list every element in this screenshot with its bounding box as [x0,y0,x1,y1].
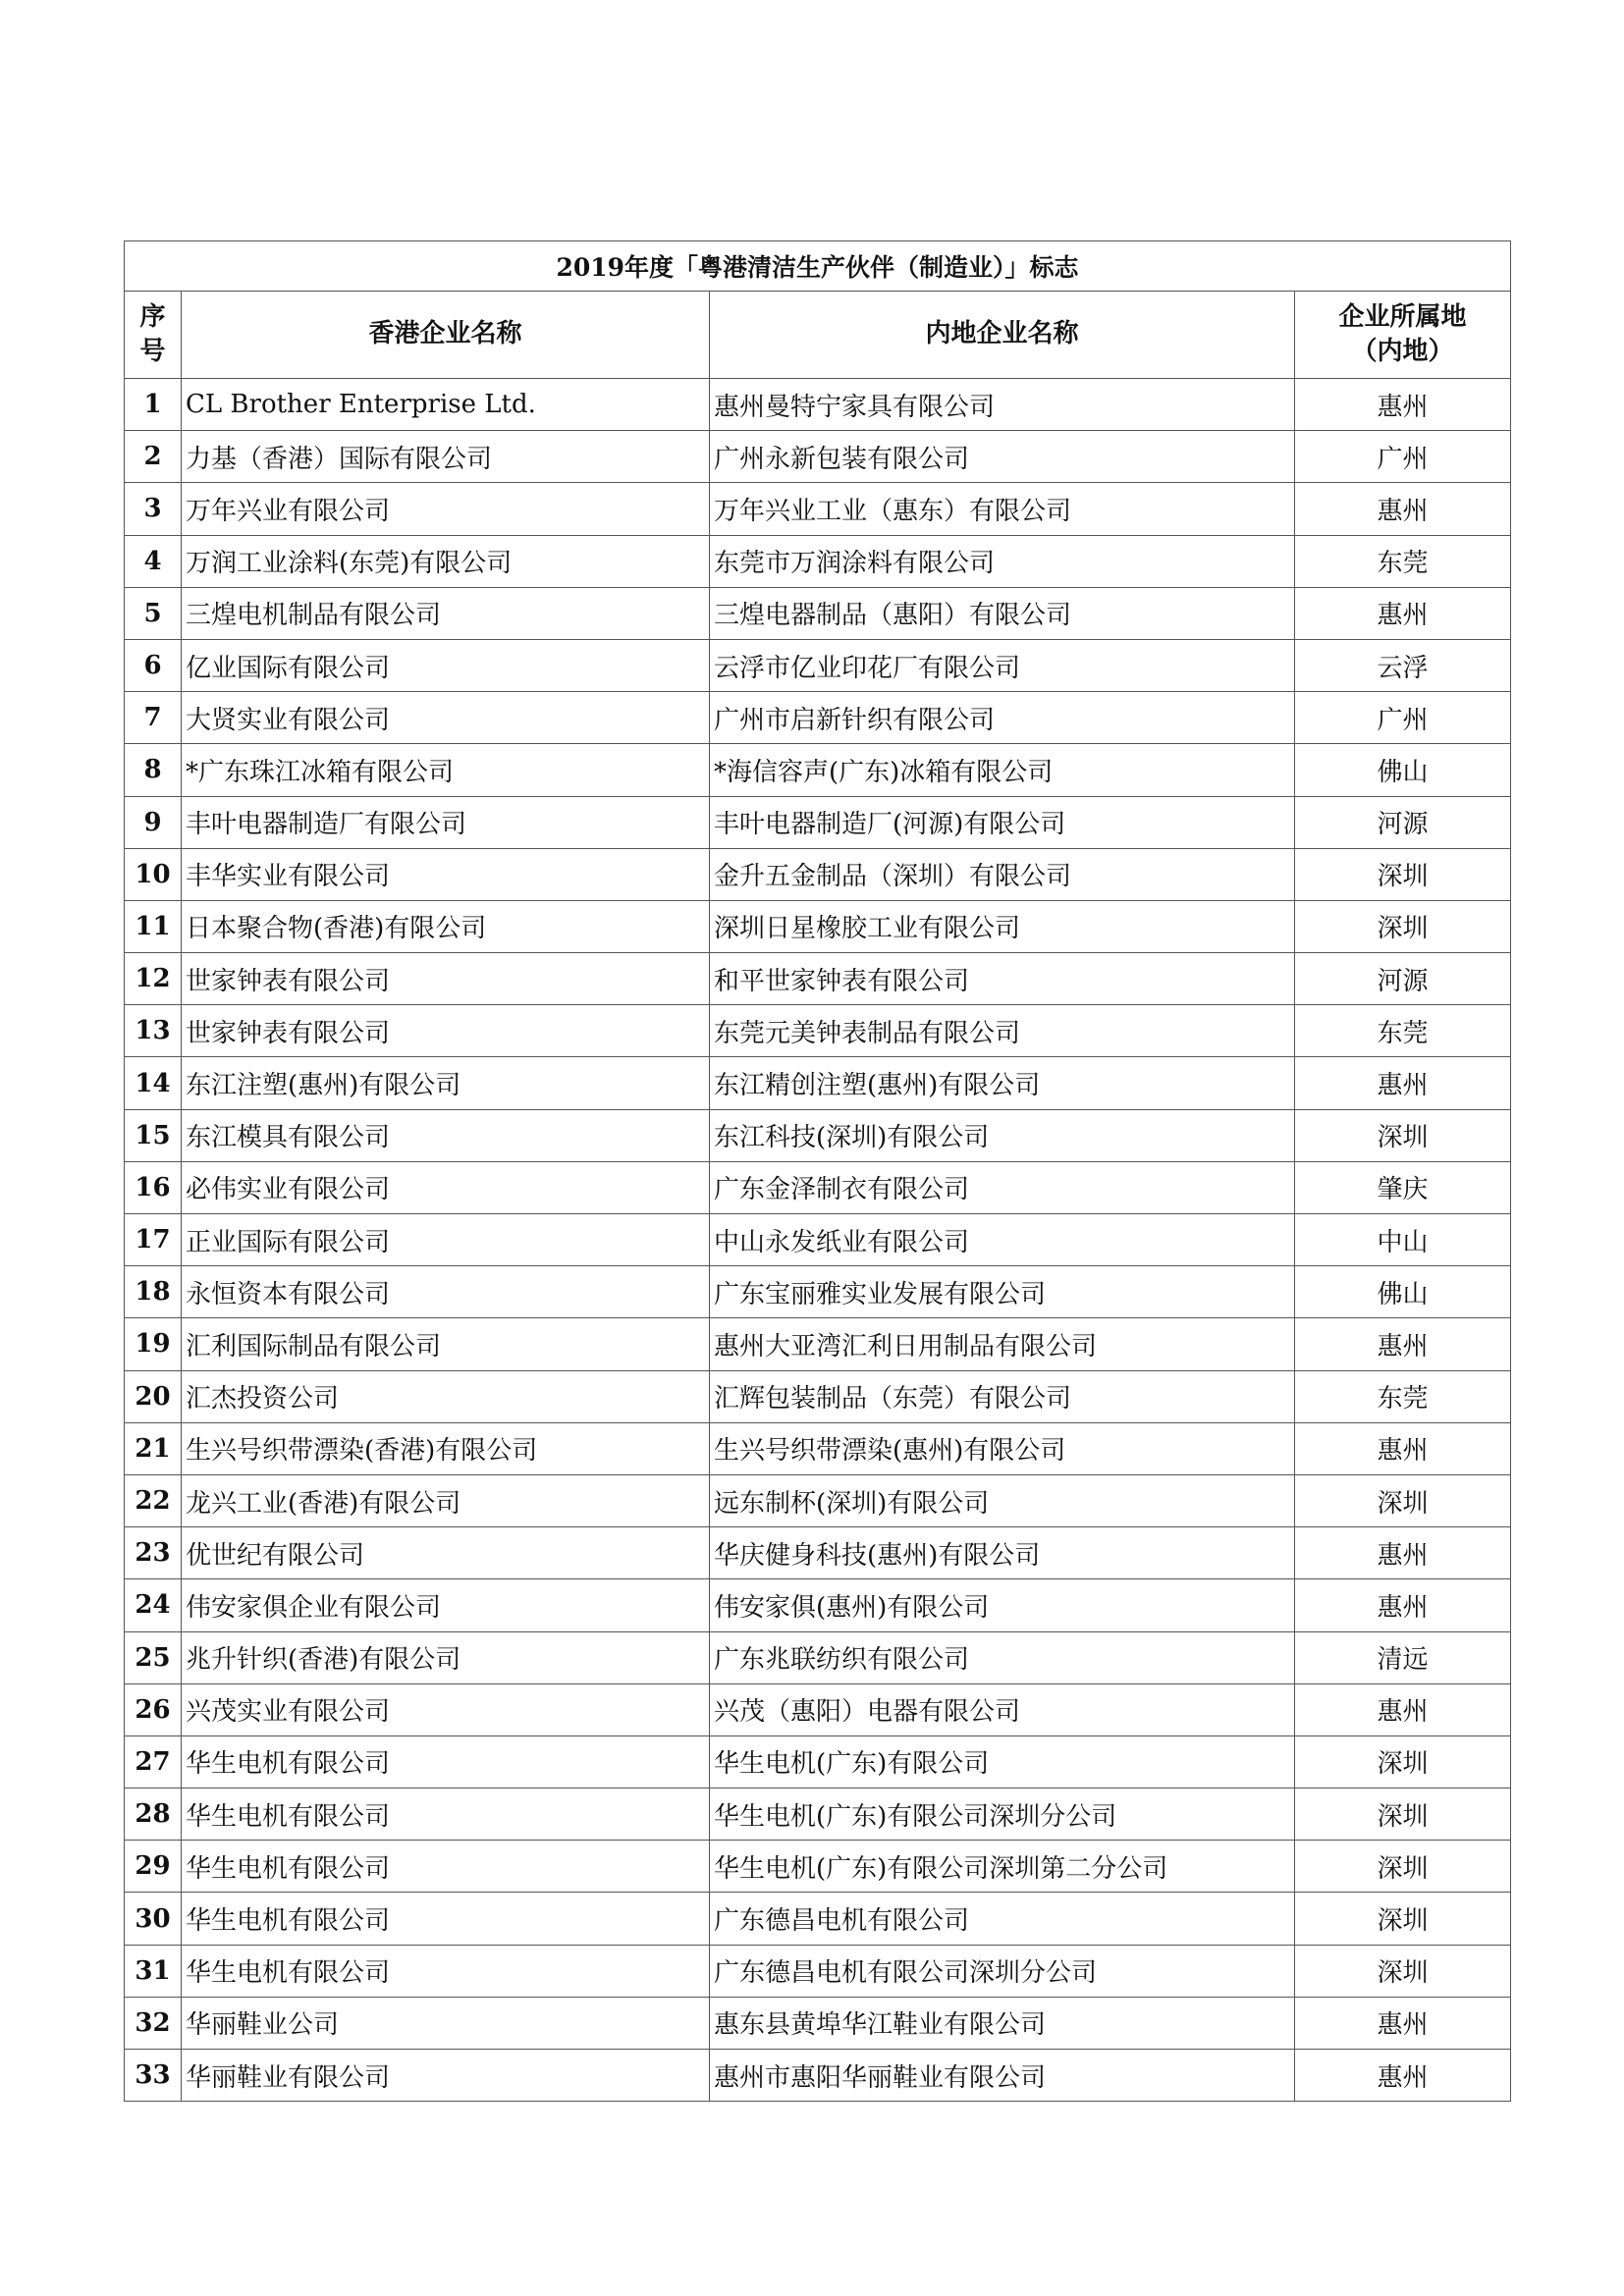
location-cell: 惠州 [1295,1422,1511,1474]
row-number: 21 [125,1422,182,1474]
row-number: 24 [125,1579,182,1631]
row-number: 3 [125,483,182,535]
hk-company-cell: 正业国际有限公司 [182,1214,710,1266]
mainland-company-cell: 东莞市万润涂料有限公司 [710,535,1295,587]
hk-company-cell: 华生电机有限公司 [182,1893,710,1945]
hk-company-cell: 华生电机有限公司 [182,1945,710,1997]
header-location-line1: 企业所属地 [1338,301,1467,332]
mainland-company-cell: 广州永新包装有限公司 [710,431,1295,483]
table-row [125,1683,1511,1735]
mainland-company-cell: 汇辉包装制品（东莞）有限公司 [710,1370,1295,1422]
row-number: 23 [125,1527,182,1579]
table-body [125,379,1511,2102]
row-number: 18 [125,1266,182,1318]
location-cell: 佛山 [1295,744,1511,796]
mainland-company-cell: 华生电机(广东)有限公司深圳分公司 [710,1789,1295,1841]
row-number: 28 [125,1789,182,1841]
header-hk-company: 香港企业名称 [182,292,710,379]
location-cell: 惠州 [1295,1579,1511,1631]
header-no-line2: 号 [139,337,166,366]
mainland-company-cell: 东江精创注塑(惠州)有限公司 [710,1057,1295,1109]
mainland-company-cell: 广东金泽制衣有限公司 [710,1161,1295,1213]
hk-company-cell: 华丽鞋业有限公司 [182,2050,710,2102]
mainland-company-cell: 远东制杯(深圳)有限公司 [710,1474,1295,1526]
mainland-company-cell: 生兴号织带漂染(惠州)有限公司 [710,1422,1295,1474]
location-cell: 清远 [1295,1631,1511,1683]
table-title-row [125,241,1511,292]
row-number: 32 [125,1997,182,2049]
hk-company-cell: 力基（香港）国际有限公司 [182,431,710,483]
location-cell: 惠州 [1295,1683,1511,1735]
location-cell: 肇庆 [1295,1161,1511,1213]
row-number: 8 [125,744,182,796]
header-no-line1: 序 [139,301,166,332]
location-cell: 深圳 [1295,1945,1511,1997]
header-no [125,292,182,379]
hk-company-cell: 华生电机有限公司 [182,1789,710,1841]
mainland-company-cell: 伟安家俱(惠州)有限公司 [710,1579,1295,1631]
table-row [125,953,1511,1005]
mainland-company-cell: 惠东县黄埠华江鞋业有限公司 [710,1997,1295,2049]
row-number: 4 [125,535,182,587]
table-row [125,1997,1511,2049]
hk-company-cell: 永恒资本有限公司 [182,1266,710,1318]
table-row [125,1474,1511,1526]
hk-company-cell: 万润工业涂料(东莞)有限公司 [182,535,710,587]
hk-company-cell: CL Brother Enterprise Ltd. [182,379,710,431]
mainland-company-cell: *海信容声(广东)冰箱有限公司 [710,744,1295,796]
row-number: 17 [125,1214,182,1266]
mainland-company-cell: 东江科技(深圳)有限公司 [710,1109,1295,1161]
row-number: 11 [125,900,182,952]
location-cell: 惠州 [1295,587,1511,639]
row-number: 30 [125,1893,182,1945]
hk-company-cell: 东江注塑(惠州)有限公司 [182,1057,710,1109]
mainland-company-cell: 丰叶电器制造厂(河源)有限公司 [710,796,1295,848]
hk-company-cell: 东江模具有限公司 [182,1109,710,1161]
hk-company-cell: 丰华实业有限公司 [182,848,710,900]
table-row [125,692,1511,744]
mainland-company-cell: 广东兆联纺织有限公司 [710,1631,1295,1683]
hk-company-cell: 兆升针织(香港)有限公司 [182,1631,710,1683]
mainland-company-cell: 惠州市惠阳华丽鞋业有限公司 [710,2050,1295,2102]
header-location [1295,292,1511,379]
row-number: 7 [125,692,182,744]
hk-company-cell: 丰叶电器制造厂有限公司 [182,796,710,848]
hk-company-cell: 世家钟表有限公司 [182,953,710,1005]
row-number: 15 [125,1109,182,1161]
hk-company-cell: 三煌电机制品有限公司 [182,587,710,639]
mainland-company-cell: 广东德昌电机有限公司 [710,1893,1295,1945]
location-cell: 深圳 [1295,900,1511,952]
hk-company-cell: *广东珠江冰箱有限公司 [182,744,710,796]
row-number: 14 [125,1057,182,1109]
location-cell: 广州 [1295,431,1511,483]
table-row [125,796,1511,848]
table-row [125,744,1511,796]
table-title: 2019年度「粤港清洁生产伙伴（制造业）」标志 [125,241,1511,292]
mainland-company-cell: 广州市启新针织有限公司 [710,692,1295,744]
hk-company-cell: 华生电机有限公司 [182,1841,710,1893]
hk-company-cell: 日本聚合物(香港)有限公司 [182,900,710,952]
mainland-company-cell: 云浮市亿业印花厂有限公司 [710,639,1295,691]
location-cell: 深圳 [1295,848,1511,900]
hk-company-cell: 伟安家俱企业有限公司 [182,1579,710,1631]
row-number: 13 [125,1005,182,1057]
row-number: 1 [125,379,182,431]
hk-company-cell: 亿业国际有限公司 [182,639,710,691]
hk-company-cell: 汇利国际制品有限公司 [182,1318,710,1370]
row-number: 22 [125,1474,182,1526]
location-cell: 深圳 [1295,1893,1511,1945]
header-location-line2: （内地） [1351,337,1454,366]
location-cell: 惠州 [1295,483,1511,535]
row-number: 33 [125,2050,182,2102]
table-row [125,535,1511,587]
hk-company-cell: 生兴号织带漂染(香港)有限公司 [182,1422,710,1474]
table-row [125,900,1511,952]
location-cell: 东莞 [1295,1005,1511,1057]
location-cell: 深圳 [1295,1735,1511,1788]
mainland-company-cell: 深圳日星橡胶工业有限公司 [710,900,1295,952]
hk-company-cell: 优世纪有限公司 [182,1527,710,1579]
row-number: 26 [125,1683,182,1735]
location-cell: 惠州 [1295,1318,1511,1370]
hk-company-cell: 龙兴工业(香港)有限公司 [182,1474,710,1526]
table-row [125,1735,1511,1788]
location-cell: 惠州 [1295,1997,1511,2049]
row-number: 12 [125,953,182,1005]
table-row [125,1370,1511,1422]
table-row [125,1841,1511,1893]
table-row [125,1266,1511,1318]
row-number: 29 [125,1841,182,1893]
row-number: 19 [125,1318,182,1370]
table-row [125,1057,1511,1109]
table-row [125,2050,1511,2102]
mainland-company-cell: 万年兴业工业（惠东）有限公司 [710,483,1295,535]
location-cell: 佛山 [1295,1266,1511,1318]
mainland-company-cell: 三煌电器制品（惠阳）有限公司 [710,587,1295,639]
row-number: 25 [125,1631,182,1683]
table-row [125,1579,1511,1631]
location-cell: 深圳 [1295,1474,1511,1526]
table-row [125,1214,1511,1266]
location-cell: 惠州 [1295,379,1511,431]
table-row [125,639,1511,691]
table-row [125,1422,1511,1474]
row-number: 2 [125,431,182,483]
table-row [125,587,1511,639]
table-row [125,1631,1511,1683]
location-cell: 云浮 [1295,639,1511,691]
location-cell: 惠州 [1295,1057,1511,1109]
location-cell: 惠州 [1295,1527,1511,1579]
mainland-company-cell: 华生电机(广东)有限公司深圳第二分公司 [710,1841,1295,1893]
location-cell: 河源 [1295,796,1511,848]
mainland-company-cell: 金升五金制品（深圳）有限公司 [710,848,1295,900]
table-row [125,1109,1511,1161]
row-number: 9 [125,796,182,848]
hk-company-cell: 华丽鞋业公司 [182,1997,710,2049]
mainland-company-cell: 广东宝丽雅实业发展有限公司 [710,1266,1295,1318]
hk-company-cell: 大贤实业有限公司 [182,692,710,744]
mainland-company-cell: 兴茂（惠阳）电器有限公司 [710,1683,1295,1735]
location-cell: 深圳 [1295,1109,1511,1161]
row-number: 16 [125,1161,182,1213]
mainland-company-cell: 华生电机(广东)有限公司 [710,1735,1295,1788]
location-cell: 中山 [1295,1214,1511,1266]
table-row [125,1005,1511,1057]
table-row [125,379,1511,431]
row-number: 27 [125,1735,182,1788]
mainland-company-cell: 广东德昌电机有限公司深圳分公司 [710,1945,1295,1997]
header-mainland-company: 内地企业名称 [710,292,1295,379]
mainland-company-cell: 惠州大亚湾汇利日用制品有限公司 [710,1318,1295,1370]
location-cell: 深圳 [1295,1841,1511,1893]
location-cell: 河源 [1295,953,1511,1005]
table-header-row [125,292,1511,379]
row-number: 6 [125,639,182,691]
row-number: 5 [125,587,182,639]
hk-company-cell: 世家钟表有限公司 [182,1005,710,1057]
location-cell: 广州 [1295,692,1511,744]
location-cell: 东莞 [1295,535,1511,587]
hk-company-cell: 华生电机有限公司 [182,1735,710,1788]
partner-table [124,240,1511,2102]
mainland-company-cell: 华庆健身科技(惠州)有限公司 [710,1527,1295,1579]
mainland-company-cell: 惠州曼特宁家具有限公司 [710,379,1295,431]
location-cell: 惠州 [1295,2050,1511,2102]
table-row [125,848,1511,900]
hk-company-cell: 万年兴业有限公司 [182,483,710,535]
table-row [125,1161,1511,1213]
row-number: 31 [125,1945,182,1997]
hk-company-cell: 兴茂实业有限公司 [182,1683,710,1735]
table-row [125,483,1511,535]
table-row [125,1789,1511,1841]
location-cell: 东莞 [1295,1370,1511,1422]
mainland-company-cell: 和平世家钟表有限公司 [710,953,1295,1005]
row-number: 10 [125,848,182,900]
table-row [125,1945,1511,1997]
hk-company-cell: 汇杰投资公司 [182,1370,710,1422]
location-cell: 深圳 [1295,1789,1511,1841]
table-row [125,1527,1511,1579]
row-number: 20 [125,1370,182,1422]
table-row [125,431,1511,483]
table-row [125,1893,1511,1945]
mainland-company-cell: 中山永发纸业有限公司 [710,1214,1295,1266]
table-row [125,1318,1511,1370]
mainland-company-cell: 东莞元美钟表制品有限公司 [710,1005,1295,1057]
hk-company-cell: 必伟实业有限公司 [182,1161,710,1213]
